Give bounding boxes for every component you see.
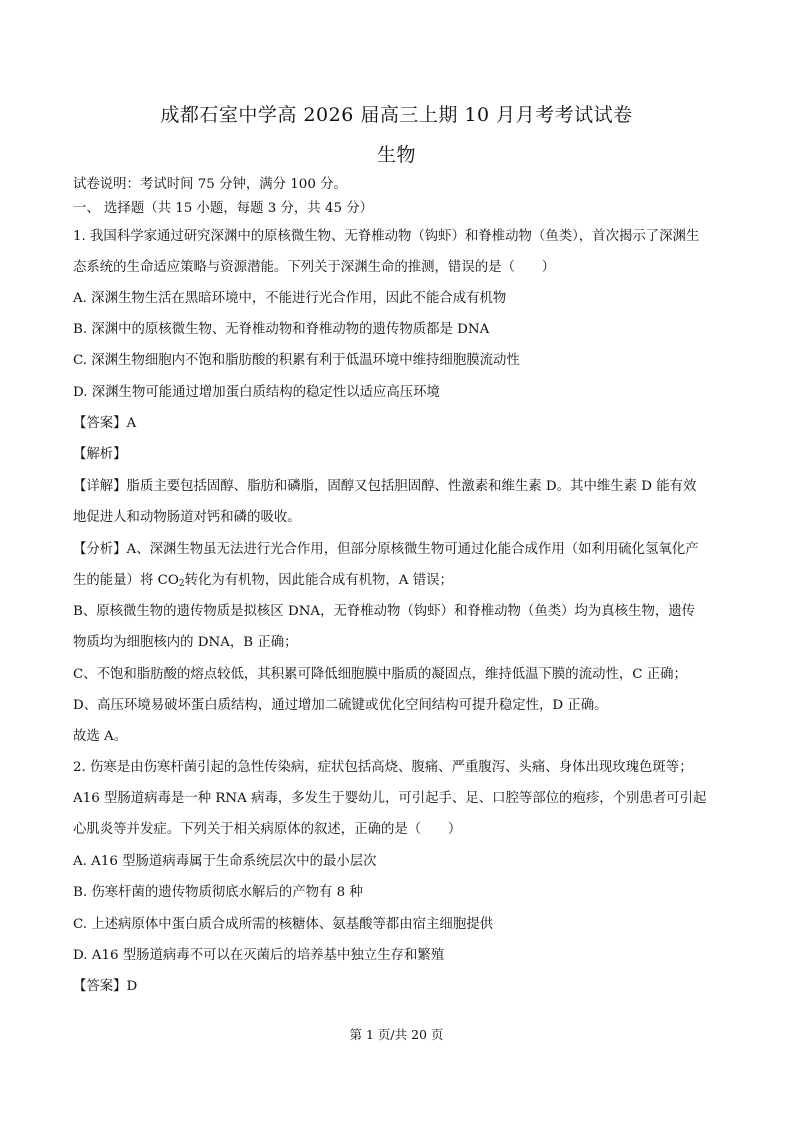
q2-answer: 【答案】D xyxy=(73,979,138,994)
q1-explain-b-line-1: B、原核微生物的遗传物质是拟核区 DNA，无脊椎动物（钩虾）和脊椎动物（鱼类）均为真核生物，遗传 xyxy=(73,604,696,619)
q1-explain-d: D、高压环境易破坏蛋白质结构，通过增加二硫键或优化空间结构可提升稳定性，D 正确。 xyxy=(73,698,608,713)
q1-answer: 【答案】A xyxy=(73,416,137,431)
q1-option-d: D. 深渊生物可能通过增加蛋白质结构的稳定性以适应高压环境 xyxy=(73,385,440,400)
q1-detail-line-2: 地促进人和动物肠道对钙和磷的吸收。 xyxy=(73,510,301,525)
q2-stem-line-3: 心肌炎等并发症。下列关于相关病原体的叙述，正确的是（ ） xyxy=(73,822,462,837)
subject-title: 生物 xyxy=(376,144,416,166)
q1-explain-line-1: 【分析】A、深渊生物虽无法进行光合作用，但部分原核微生物可通过化能合成作用（如利用硫化氢氧化产 xyxy=(73,542,699,557)
q1-explain-line-2-pre: 生的能量）将 CO xyxy=(73,573,179,588)
section-heading: 一、 选择题（共 15 小题，每题 3 分，共 45 分） xyxy=(73,201,374,216)
q1-explain-b-line-2: 物质均为细胞核内的 DNA，B 正确； xyxy=(73,635,298,650)
q2-option-d: D. A16 型肠道病毒不可以在灭菌后的培养基中独立生存和繁殖 xyxy=(73,948,445,963)
q1-stem-line-1: 1. 我国科学家通过研究深渊中的原核微生物、无脊椎动物（钩虾）和脊椎动物（鱼类），首次揭示了深渊生 xyxy=(73,229,700,244)
q2-option-a: A. A16 型肠道病毒属于生命系统层次中的最小层次 xyxy=(73,854,377,869)
q1-stem-line-2: 态系统的生命适应策略与资源潜能。下列关于深渊生命的推测，错误的是（ ） xyxy=(73,260,556,275)
exam-title: 成都石室中学高 2026 届高三上期 10 月月考考试试卷 xyxy=(160,104,633,126)
co2-subscript: 2 xyxy=(178,579,185,589)
q2-option-c: C. 上述病原体中蛋白质合成所需的核糖体、氨基酸等都由宿主细胞提供 xyxy=(73,917,493,932)
q2-option-b: B. 伤寒杆菌的遗传物质彻底水解后的产物有 8 种 xyxy=(73,885,363,900)
exam-info: 试卷说明：考试时间 75 分钟，满分 100 分。 xyxy=(73,177,347,192)
q1-option-a: A. 深渊生物生活在黑暗环境中，不能进行光合作用，因此不能合成有机物 xyxy=(73,291,507,306)
q1-detail-line-1: 【详解】脂质主要包括固醇、脂肪和磷脂，固醇又包括胆固醇、性激素和维生素 D。其中维生素 D 能有效 xyxy=(73,479,697,494)
q2-stem-line-1: 2. 伤寒是由伤寒杆菌引起的急性传染病，症状包括高烧、腹痛、严重腹泻、头痛、身体出现玫瑰色斑等； xyxy=(73,760,693,775)
page-number: 第 1 页/共 20 页 xyxy=(349,1027,444,1042)
q1-option-c: C. 深渊生物细胞内不饱和脂肪酸的积累有利于低温环境中维持细胞膜流动性 xyxy=(73,353,520,368)
q1-option-b: B. 深渊中的原核微生物、无脊椎动物和脊椎动物的遗传物质都是 DNA xyxy=(73,322,490,337)
q1-explain-line-2-post: 转化为有机物，因此能合成有机物，A 错误； xyxy=(184,573,453,588)
q1-explain-c: C、不饱和脂肪酸的熔点较低，其积累可降低细胞膜中脂质的凝固点，维持低温下膜的流动性，C 正确； xyxy=(73,667,687,682)
q2-stem-line-2: A16 型肠道病毒是一种 RNA 病毒，多发生于婴幼儿，可引起手、足、口腔等部位的疱疹，个别患者可引起 xyxy=(73,791,707,806)
q1-explain-line-2 xyxy=(73,572,723,593)
q1-conclusion: 故选 A。 xyxy=(73,729,128,744)
q1-analysis-label: 【解析】 xyxy=(73,447,127,462)
